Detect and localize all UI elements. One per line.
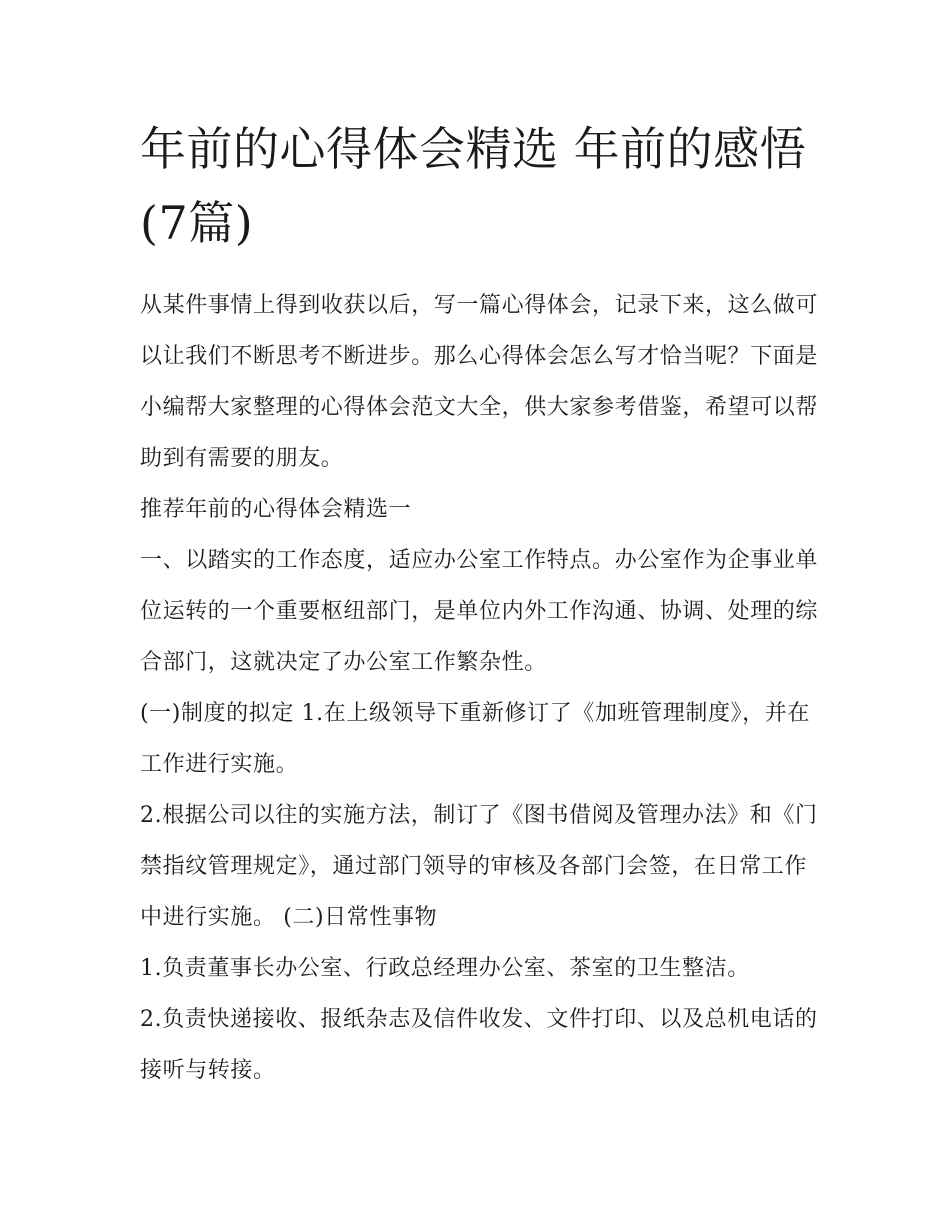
body-paragraph: (一)制度的拟定 1.在上级领导下重新修订了《加班管理制度》，并在工作进行实施。 (140, 701, 810, 777)
body-paragraph: 2.负责快递接收、报纸杂志及信件收发、文件打印、以及总机电话的接听与转接。 (140, 1007, 818, 1083)
body-paragraph: 一、以踏实的工作态度，适应办公室工作特点。办公室作为企事业单位运转的一个重要枢纽部门，是单位内外工作沟通、协调、处理的综合部门，这就决定了办公室工作繁杂性。 (140, 548, 819, 675)
section-heading: 推荐年前的心得体会精选一 (140, 497, 412, 522)
body-paragraph: 2.根据公司以往的实施方法，制订了《图书借阅及管理办法》和《门禁指纹管理规定》，通过部门领导的审核及各部门会签，在日常工作中进行实施。 (二)日常性事物 (140, 803, 818, 930)
body-paragraph: 1.负责董事长办公室、行政总经理办公室、茶室的卫生整洁。 (140, 956, 750, 981)
intro-paragraph: 从某件事情上得到收获以后，写一篇心得体会，记录下来，这么做可以让我们不断思考不断进步。那么心得体会怎么写才恰当呢？下面是小编帮大家整理的心得体会范文大全，供大家参考借鉴，希望可以帮助到有需要的朋友。 (140, 293, 819, 471)
document-title: 年前的心得体会精选 年前的感悟(7篇) (140, 122, 807, 250)
document-page (140, 112, 820, 1096)
